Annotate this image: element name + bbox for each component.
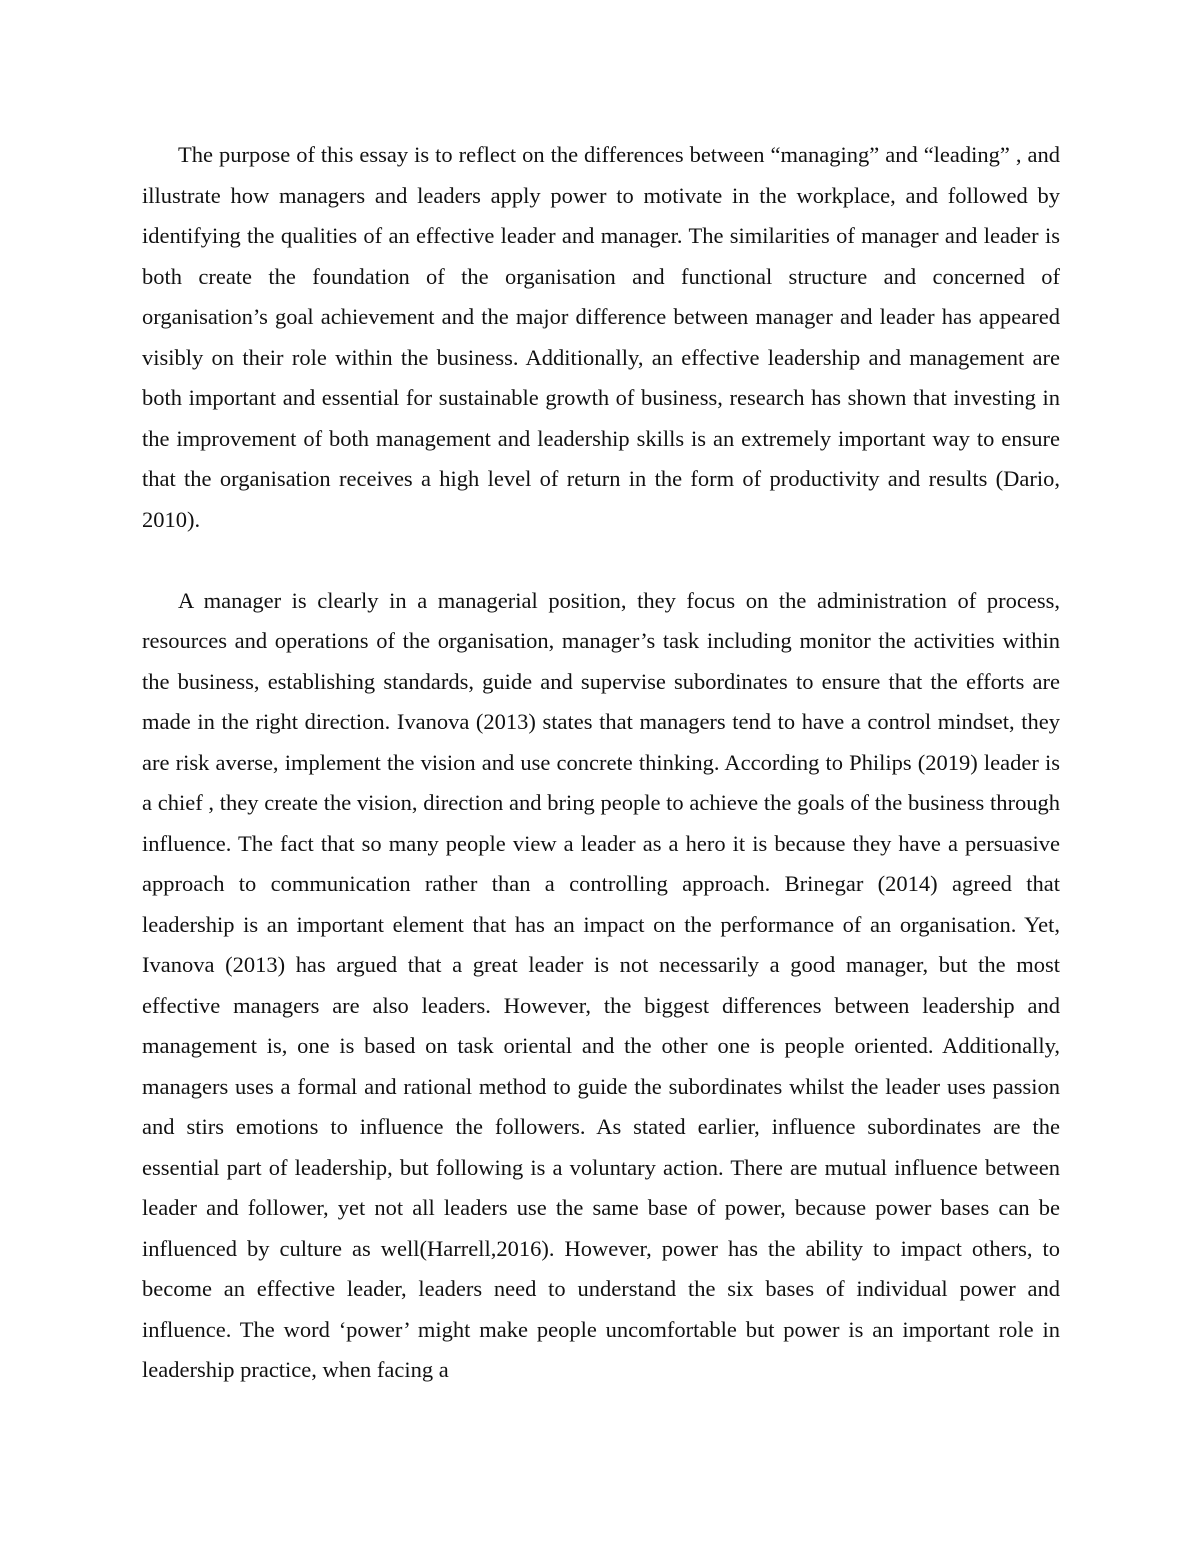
paragraph-spacer	[142, 540, 1060, 581]
paragraph-manager-vs-leader: A manager is clearly in a managerial position, they focus on the administration of process, resources and operations of the organisation, manager’s task including monitor the activities within the business, establishing standards, guide and supervise subordinates to ensure that the efforts are made in the right direction. Ivanova (2013) states that managers tend to have a control mindset, they are risk averse, implement the vision and use concrete thinking. According to Philips (2019) leader is a chief , they create the vision, direction and bring people to achieve the goals of the business through influence. The fact that so many people view a leader as a hero it is because they have a persuasive approach to communication rather than a controlling approach. Brinegar (2014) agreed that leadership is an important element that has an impact on the performance of an organisation. Yet, Ivanova (2013) has argued that a great leader is not necessarily a good manager, but the most effective managers are also leaders. However, the biggest differences between leadership and management is, one is based on task oriental and the other one is people oriented. Additionally, managers uses a formal and rational method to guide the subordinates whilst the leader uses passion and stirs emotions to influence the followers. As stated earlier, influence subordinates are the essential part of leadership, but following is a voluntary action. There are mutual influence between leader and follower, yet not all leaders use the same base of power, because power bases can be influenced by culture as well(Harrell,2016). However, power has the ability to impact others, to become an effective leader, leaders need to understand the six bases of individual power and influence. The word ‘power’ might make people uncomfortable but power is an important role in leadership practice, when facing a	[142, 587, 1060, 1382]
paragraph-intro: The purpose of this essay is to reflect on the differences between “managing” and “leading” , and illustrate how managers and leaders apply power to motivate in the workplace, and followed by identifying the qualities of an effective leader and manager. The similarities of manager and leader is both create the foundation of the organisation and functional structure and concerned of organisation’s goal achievement and the major difference between manager and leader has appeared visibly on their role within the business. Additionally, an effective leadership and management are both important and essential for sustainable growth of business, research has shown that investing in the improvement of both management and leadership skills is an extremely important way to ensure that the organisation receives a high level of return in the form of productivity and results (Dario, 2010).	[142, 142, 1060, 532]
document-page	[142, 135, 1060, 1391]
